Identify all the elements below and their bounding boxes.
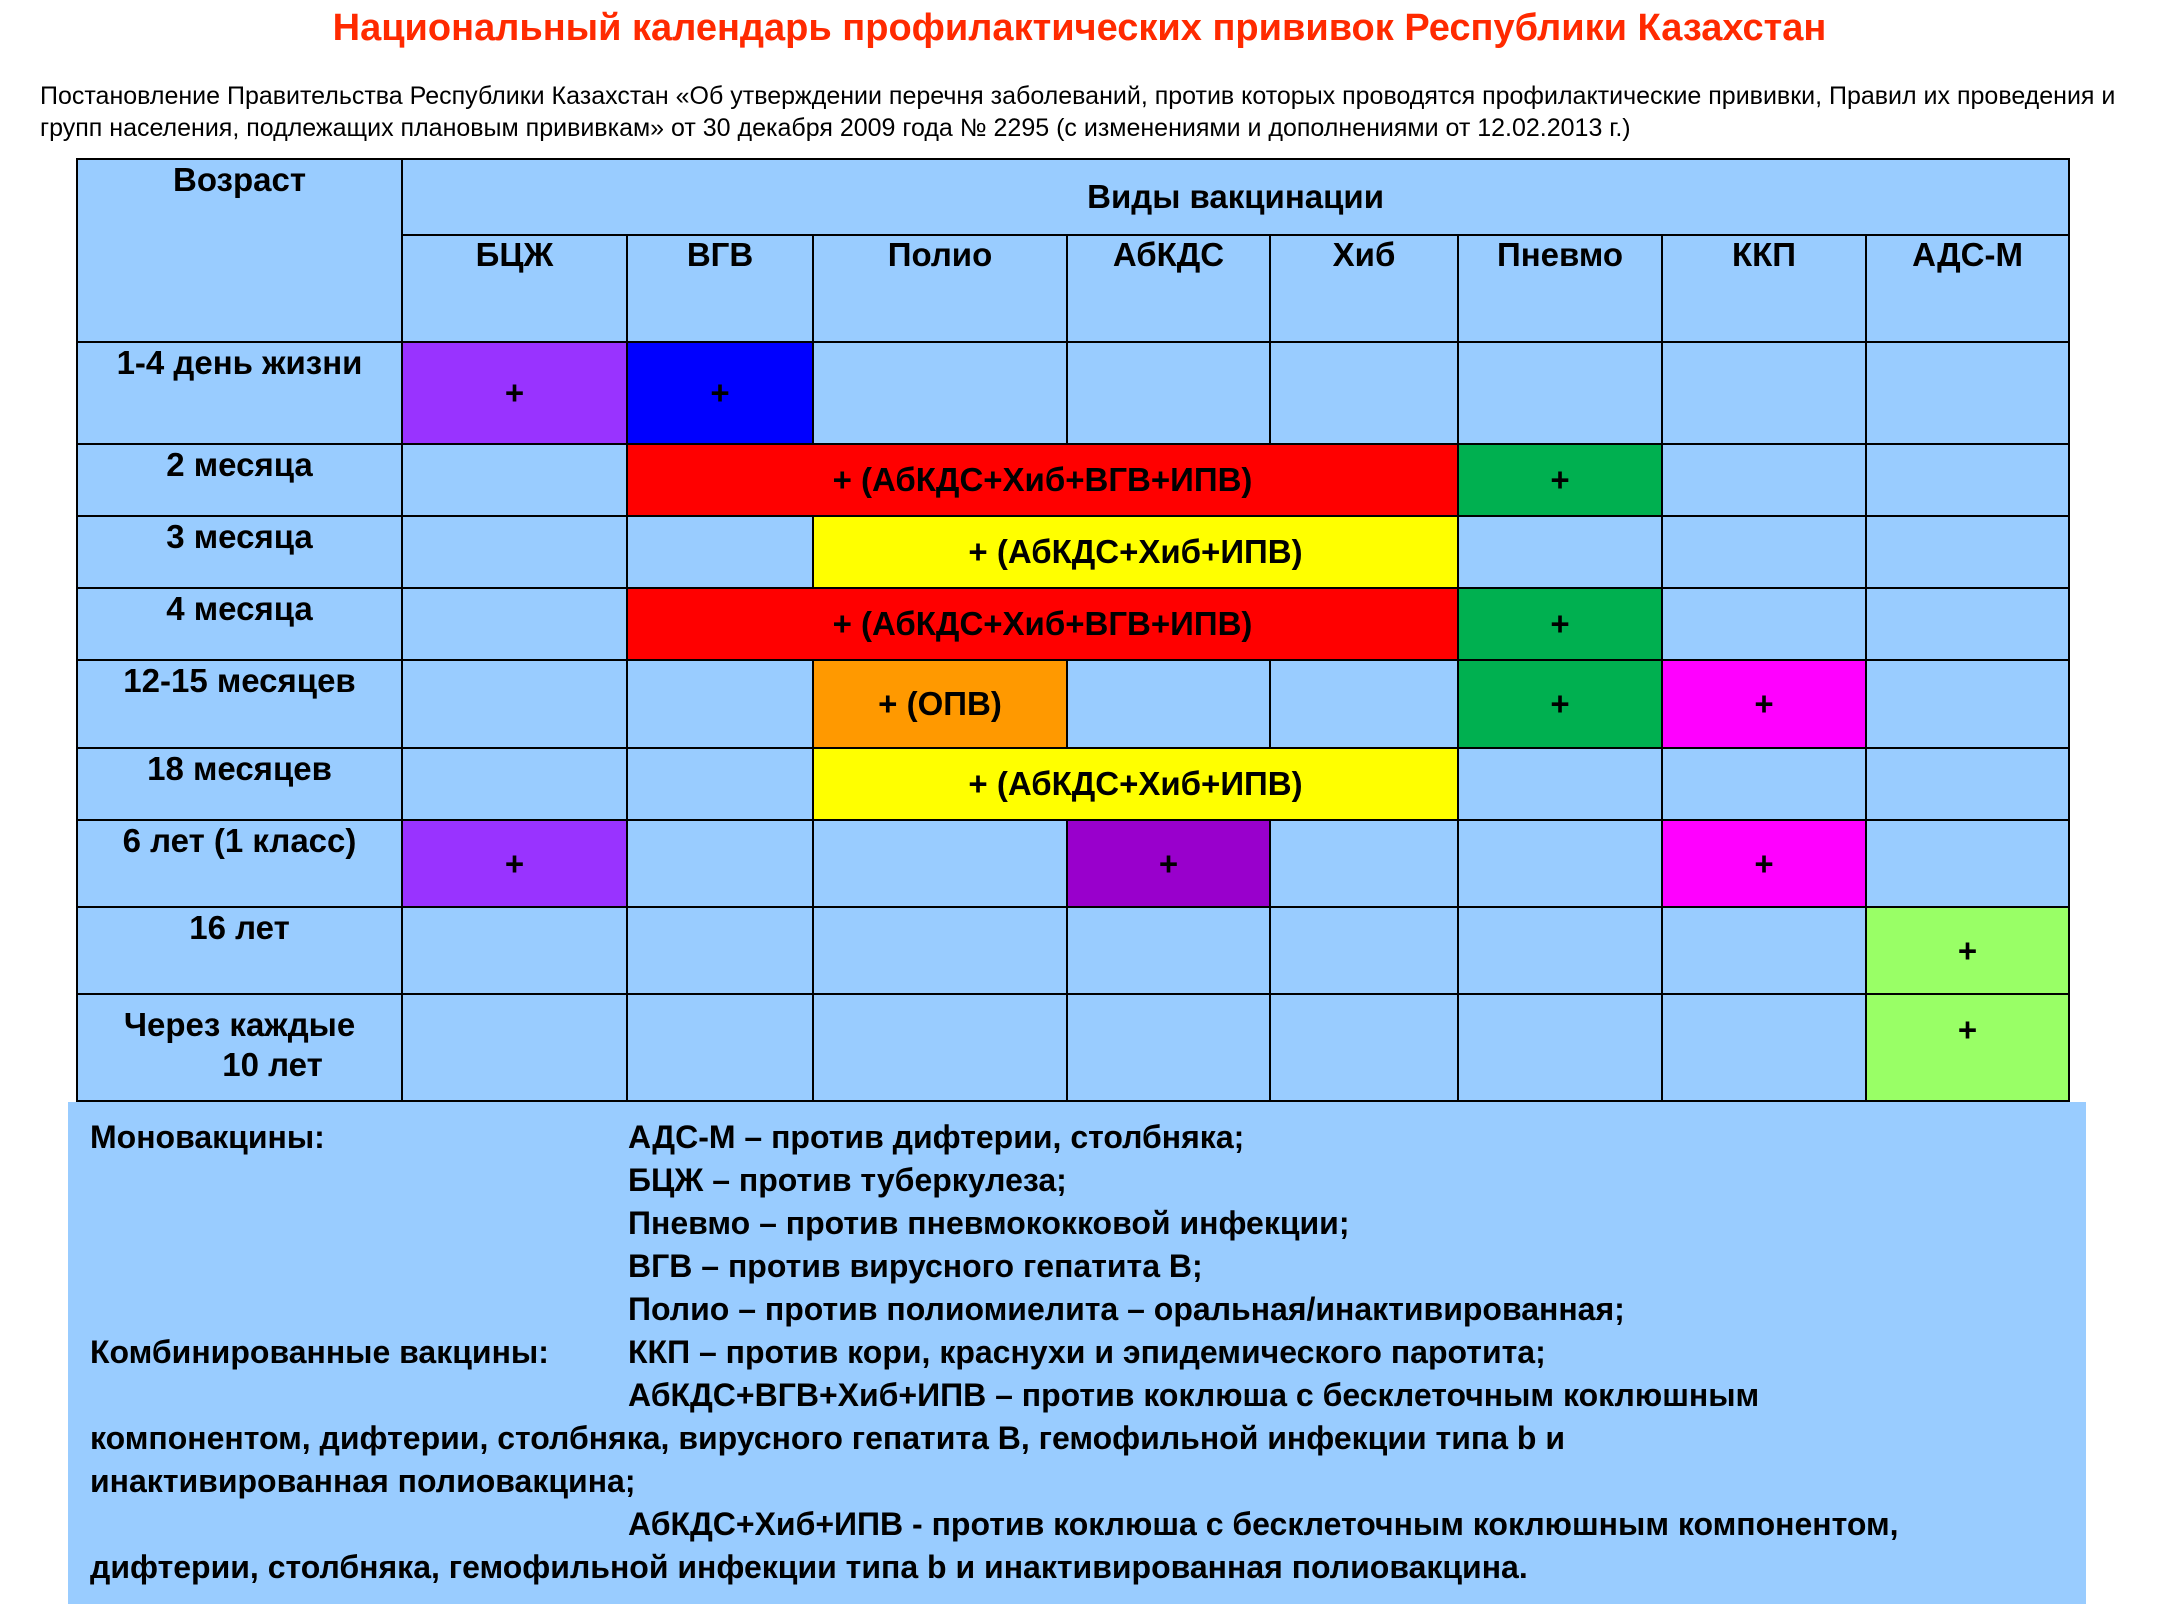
empty-cell [1458, 907, 1662, 994]
empty-cell [1270, 994, 1458, 1101]
column-header-adtap: АбКДС [1067, 235, 1270, 342]
empty-cell [1866, 516, 2069, 588]
opv-mark: + (ОПВ) [813, 660, 1067, 748]
empty-cell [1458, 820, 1662, 907]
age-cell: 3 месяца [77, 516, 402, 588]
empty-cell [1662, 444, 1866, 516]
pneumo-mark: + [1458, 588, 1662, 660]
legend-item-continuation: дифтерии, столбняка, гемофильной инфекции типа b и инактивированная полиовакцина. [90, 1549, 1528, 1585]
bcg-mark: + [402, 820, 627, 907]
combined-vaccines-label: Комбинированные вакцины: [90, 1334, 549, 1370]
column-header-polio: Полио [813, 235, 1067, 342]
empty-cell [1270, 342, 1458, 444]
empty-cell [627, 907, 813, 994]
empty-cell [1662, 907, 1866, 994]
empty-cell [813, 907, 1067, 994]
table-row [77, 516, 2069, 588]
empty-cell [1866, 660, 2069, 748]
table-row [77, 342, 2069, 444]
age-cell: 4 месяца [77, 588, 402, 660]
table-row [77, 748, 2069, 820]
empty-cell [813, 820, 1067, 907]
empty-cell [402, 516, 627, 588]
legend-item: БЦЖ – против туберкулеза; [628, 1162, 1067, 1198]
table-row [77, 588, 2069, 660]
ads-m-mark: + [1866, 907, 2069, 994]
bcg-mark: + [402, 342, 627, 444]
hbv-mark: + [627, 342, 813, 444]
legend-item: Пневмо – против пневмококковой инфекции; [628, 1205, 1350, 1241]
legend-item: АДС-М – против дифтерии, столбняка; [628, 1119, 1245, 1155]
empty-cell [402, 748, 627, 820]
age-line-2: 10 лет [222, 1046, 323, 1083]
empty-cell [1067, 342, 1270, 444]
legend-item: АбКДС+ВГВ+Хиб+ИПВ – против коклюша с бесклеточным коклюшным [628, 1377, 1760, 1413]
empty-cell [1270, 660, 1458, 748]
mmr-mark: + [1662, 820, 1866, 907]
empty-cell [1458, 994, 1662, 1101]
table-row [77, 820, 2069, 907]
age-cell: 12-15 месяцев [77, 660, 402, 748]
empty-cell [627, 748, 813, 820]
age-cell: 16 лет [77, 907, 402, 994]
column-header-ads-m: АДС-М [1866, 235, 2069, 342]
empty-cell [1866, 820, 2069, 907]
age-cell: 6 лет (1 класс) [77, 820, 402, 907]
empty-cell [1662, 994, 1866, 1101]
age-line-1: Через каждые [123, 1006, 356, 1043]
age-cell: 2 месяца [77, 444, 402, 516]
column-header-hbv: ВГВ [627, 235, 813, 342]
empty-cell [1067, 660, 1270, 748]
empty-cell [627, 820, 813, 907]
vaccine-legend [68, 1102, 2086, 1604]
column-header-bcg: БЦЖ [402, 235, 627, 342]
age-cell [77, 994, 402, 1101]
empty-cell [627, 660, 813, 748]
legend-item-continuation: компонентом, дифтерии, столбняка, вирусного гепатита В, гемофильной инфекции типа b и [90, 1420, 1566, 1456]
vaccination-types-header: Виды вакцинации [402, 159, 2069, 235]
empty-cell [1662, 516, 1866, 588]
page-title: Национальный календарь профилактических прививок Республики Казахстан [332, 7, 1827, 49]
table-row [77, 660, 2069, 748]
table-row [77, 907, 2069, 994]
empty-cell [1270, 907, 1458, 994]
empty-cell [1866, 588, 2069, 660]
empty-cell [1662, 342, 1866, 444]
decree-reference: Постановление Правительства Республики Казахстан «Об утверждении перечня заболеваний, против которых проводятся профилактические прививки, Правил их проведения и групп населения, подлежащих плановым прививкам» от 30 декабря 2009 года № 2295 (с изменениями и дополнениями от 12.02.2013 г.) [40, 82, 2116, 142]
legend-item: АбКДС+Хиб+ИПВ - против коклюша с бесклеточным коклюшным компонентом, [628, 1506, 1899, 1542]
combo-hexavalent-mark: + (АбКДС+Хиб+ВГВ+ИПВ) [627, 588, 1458, 660]
empty-cell [1458, 342, 1662, 444]
empty-cell [1866, 444, 2069, 516]
column-header-mmr: ККП [1662, 235, 1866, 342]
column-header-pneumo: Пневмо [1458, 235, 1662, 342]
empty-cell [1662, 748, 1866, 820]
empty-cell [1270, 820, 1458, 907]
empty-cell [1458, 748, 1662, 820]
empty-cell [402, 444, 627, 516]
ads-m-mark: + [1866, 994, 2069, 1101]
legend-item-continuation: инактивированная полиовакцина; [90, 1463, 636, 1499]
mono-vaccines-label: Моновакцины: [90, 1119, 325, 1155]
pneumo-mark: + [1458, 444, 1662, 516]
adtap-mark: + [1067, 820, 1270, 907]
empty-cell [627, 994, 813, 1101]
mmr-mark: + [1662, 660, 1866, 748]
empty-cell [813, 342, 1067, 444]
empty-cell [1662, 588, 1866, 660]
combo-hexavalent-mark: + (АбКДС+Хиб+ВГВ+ИПВ) [627, 444, 1458, 516]
empty-cell [1866, 748, 2069, 820]
age-cell: 18 месяцев [77, 748, 402, 820]
empty-cell [627, 516, 813, 588]
pneumo-mark: + [1458, 660, 1662, 748]
empty-cell [1458, 516, 1662, 588]
age-header: Возраст [77, 159, 402, 342]
empty-cell [402, 907, 627, 994]
empty-cell [402, 994, 627, 1101]
column-header-hib: Хиб [1270, 235, 1458, 342]
age-cell: 1-4 день жизни [77, 342, 402, 444]
combo-pentavalent-mark: + (АбКДС+Хиб+ИПВ) [813, 748, 1458, 820]
combo-pentavalent-mark: + (АбКДС+Хиб+ИПВ) [813, 516, 1458, 588]
empty-cell [1866, 342, 2069, 444]
table-row [77, 444, 2069, 516]
legend-item: Полио – против полиомиелита – оральная/инактивированная; [628, 1291, 1625, 1327]
legend-item: ККП – против кори, краснухи и эпидемического паротита; [628, 1334, 1546, 1370]
vaccination-schedule-table [76, 158, 2070, 1102]
empty-cell [813, 994, 1067, 1101]
empty-cell [402, 588, 627, 660]
legend-item: ВГВ – против вирусного гепатита В; [628, 1248, 1203, 1284]
table-row [77, 994, 2069, 1101]
empty-cell [1067, 907, 1270, 994]
empty-cell [402, 660, 627, 748]
empty-cell [1067, 994, 1270, 1101]
